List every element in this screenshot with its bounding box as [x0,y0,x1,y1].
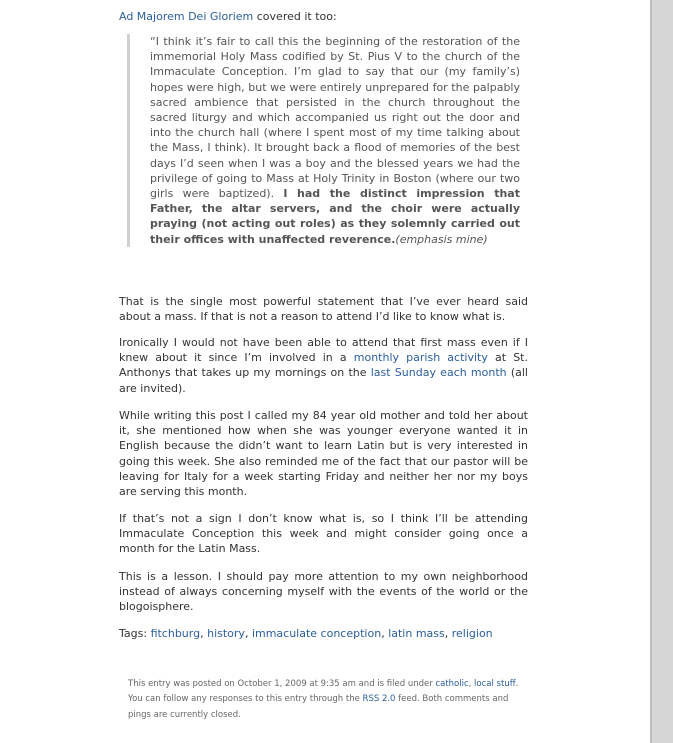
postmeta-text-2: . You can follow any responses to this entry through the [128,679,519,705]
quote-emphasis-note: (emphasis mine) [395,232,488,246]
tag-link[interactable]: history [207,627,245,640]
rss-feed-link[interactable]: RSS 2.0 [362,694,396,705]
quote-bold-text: I had the distinct impression that Father, the altar servers, and the choir were actually praying (not acting out roles) as they solemnly carried out their offices with unaffected reverence. [150,187,520,246]
category-local-stuff-link[interactable]: local stuff [474,679,516,689]
tag-link[interactable]: immaculate conception [251,627,382,640]
postmeta-text-3: feed. Both comments and pings are currently closed. [128,694,509,720]
tags-line: Tags: fitchburg, history, immaculate conception, latin mass, religion [119,627,493,640]
window-right-gutter [650,0,673,743]
paragraph-4: If that’s not a sign I don’t know what is, so I think I’ll be attending Immaculate Conception this week and might consider going once a month for the Latin Mass. [119,512,528,556]
tags-label: Tags: [119,627,148,640]
tag-link[interactable]: fitchburg [150,627,201,640]
postmeta-separator: , [468,679,475,689]
paragraph-2-text-a: Ironically I would not have been able to attend that first mass even if I knew about it since I’m involved in a [119,336,528,365]
quote-block [127,34,520,247]
source-blog-link[interactable]: Ad Majorem Dei Gloriem [119,10,254,23]
paragraph-2-text-c: (all are invited). [119,366,528,395]
monthly-parish-activity-link[interactable]: monthly parish activity [353,351,488,365]
tag-link[interactable]: latin mass [388,627,445,640]
category-catholic-link[interactable]: catholic [435,679,469,689]
intro-text: covered it too: [253,10,337,23]
intro-paragraph [119,9,528,24]
paragraph-5: This is a lesson. I should pay more attention to my own neighborhood instead of always concerning myself with the events of the world or the blogoisphere. [119,570,528,614]
quote-text: “I think it’s fair to call this the beginning of the restoration of the immemorial Holy Mass codified by St. Pius V to the church of the Immaculate Conception. I’m glad to say that our (my family’s) hopes were high, but we were entirely unprepared for the palpably sacred ambience that persisted in the church throughout the sacred liturgy and which accompanied us right out the door and into the church hall (where I spent most of my time talking about the Mass, I think). It brought back a flood of memories of the best days I’d seen when I was a boy and the blessed years we had the privilege of going to Mass at Holy Trinity in Boston (where our two girls were baptized). [150,35,520,201]
quote-paragraph [150,34,520,247]
last-sunday-link[interactable]: last Sunday each month [370,366,507,380]
tag-link[interactable]: religion [451,627,493,640]
paragraph-1: That is the single most powerful statement that I’ve ever heard said about a mass. If that is not a reason to attend I’d like to know what is. [119,295,528,324]
paragraph-2-text-b: at St. Anthonys that takes up my mornings on the [119,351,528,380]
paragraph-3: While writing this post I called my 84 year old mother and told her about it, she mentioned how when she was younger everyone wanted it in English because the didn’t want to learn Latin but is very interested in going this week. She also reminded me of the fact that our pastor will be leaving for Italy for a week starting Friday and neither her nor my boys are serving this month. [119,409,528,499]
post-metadata [128,677,520,723]
paragraph-2 [119,335,528,396]
postmeta-text-1: This entry was posted on October 1, 2009 at 9:35 am and is filed under [128,679,436,689]
